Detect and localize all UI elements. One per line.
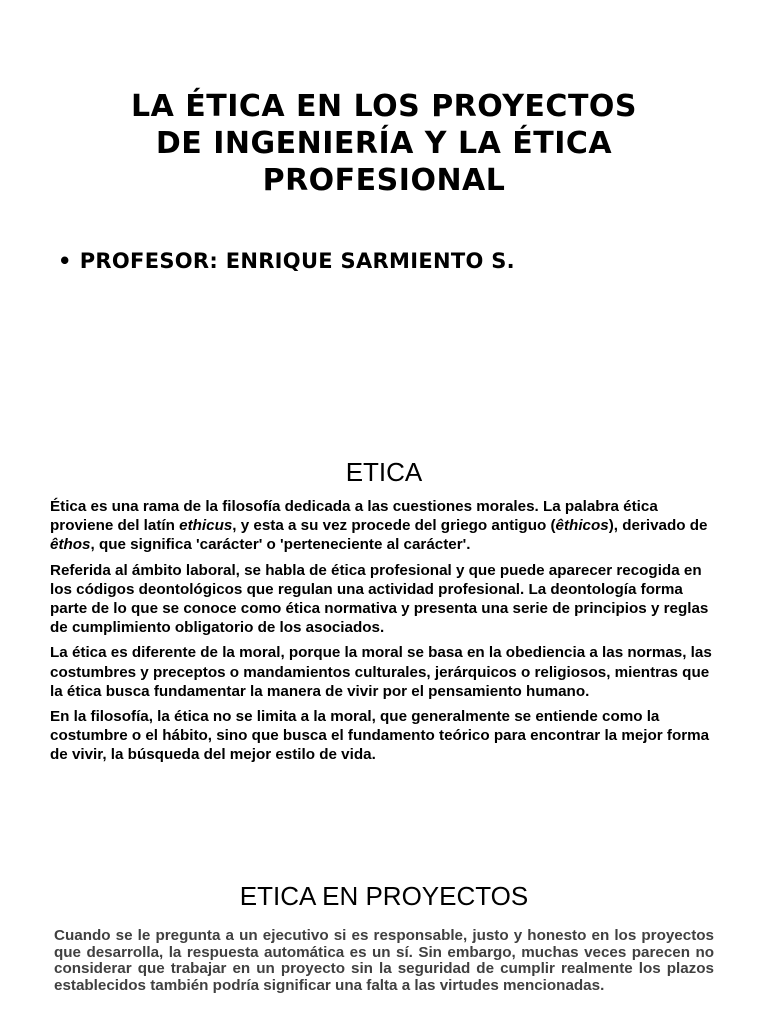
professor-bullet xyxy=(58,247,515,275)
latin-term: ethicus xyxy=(179,517,233,535)
ethos-term: êthos xyxy=(50,536,91,554)
title-line-3: PROFESIONAL xyxy=(262,163,506,198)
etica-paragraph-2: Referida al ámbito laboral, se habla de ética profesional y que puede aparecer recogida en los códigos deontológicos que regulan una actividad profesional. La deontología forma parte de lo que se conoce como ética normativa y presenta una serie de principios y reglas de cumplimiento obligatorio de los asociados. xyxy=(50,561,709,637)
etica-heading: ETICA xyxy=(345,457,423,487)
etica-paragraph-3: La ética es diferente de la moral, porque la moral se basa en la obediencia a las normas, las costumbres y preceptos o mandamientos culturales, jerárquicos o religiosos, mientras que la ética busca fundamentar la manera de vivir por el pensamiento humano. xyxy=(50,644,712,700)
etica-body xyxy=(50,497,718,771)
title-slide xyxy=(0,0,768,430)
bullet-icon: • xyxy=(58,249,72,273)
professor-name: PROFESOR: ENRIQUE SARMIENTO S. xyxy=(79,249,515,273)
etica-paragraph-4: En la filosofía, la ética no se limita a la moral, que generalmente se entiende como la costumbre o el hábito, sino que busca el fundamento teórico para encontrar la mejor forma de vivir, la búsqueda del mejor estilo de vida. xyxy=(50,708,710,764)
proyectos-paragraph-1: Cuando se le pregunta a un ejecutivo si es responsable, justo y honesto en los proyectos que desarrolla, la respuesta automática es un sí. Sin embargo, muchas veces parecen no considerar que trabajar en un proyecto sin la seguridad de cumplir realmente los plazos establecidos también podría significar una falta a las virtudes mencionadas. xyxy=(54,927,714,994)
greek-term: êthicos xyxy=(555,517,609,535)
title-line-2: DE INGENIERÍA Y LA ÉTICA xyxy=(155,126,613,161)
etica-paragraph-1: Ética es una rama de la filosofía dedicada a las cuestiones morales. La palabra ética proviene del latín ethicus, y esta a su vez procede del griego antiguo (êthicos), derivado de êthos, que significa 'carácter' o 'perteneciente al carácter'. xyxy=(50,498,708,554)
presentation-title xyxy=(40,88,728,199)
title-line-1: LA ÉTICA EN LOS PROYECTOS xyxy=(130,89,638,124)
proyectos-heading: ETICA EN PROYECTOS xyxy=(239,881,529,911)
